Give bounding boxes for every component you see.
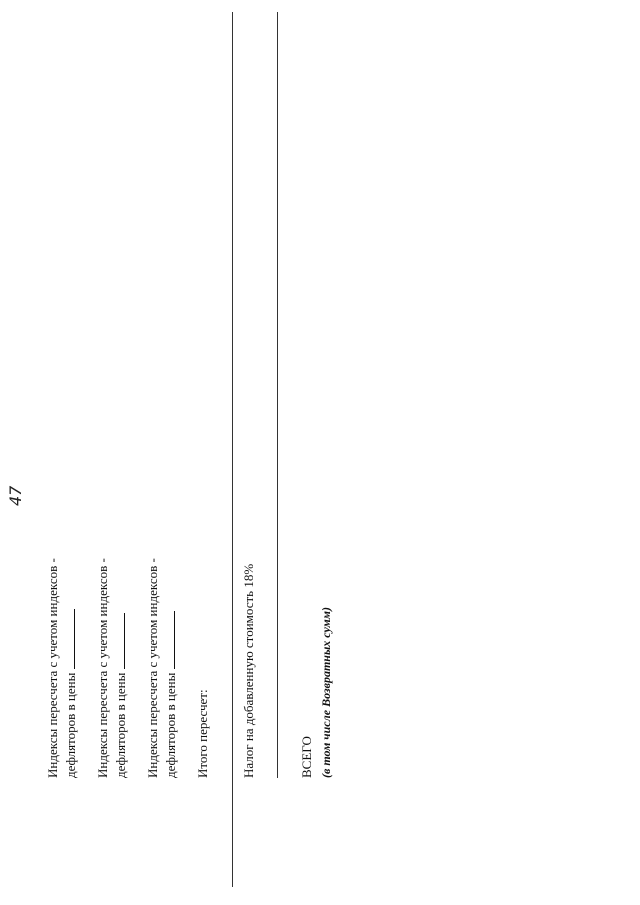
vat-line	[240, 564, 257, 778]
deflator-text-1: дефляторов в цены	[63, 672, 78, 778]
deflator-text-2: дефляторов в цены	[113, 672, 128, 778]
total-text: ВСЕГО	[299, 736, 314, 778]
deflator-line-2	[112, 613, 129, 778]
recalc-index-line-1	[44, 558, 61, 778]
total-recalc-text: Итого пересчет:	[195, 689, 210, 778]
vat-text: Налог на добавленную стоимость 18%	[241, 563, 256, 778]
recalc-index-text-2: Индексы пересчета с учетом индексов -	[95, 558, 110, 778]
fill-blank-3	[174, 611, 175, 669]
recalc-index-line-2	[94, 558, 111, 778]
deflator-text-3: дефляторов в цены	[163, 672, 178, 778]
recalc-index-line-3	[144, 558, 161, 778]
total-recalc-line	[194, 689, 211, 778]
deflator-line-1	[62, 609, 79, 778]
total-note-text: (в том числе Возвратных сумм)	[319, 607, 333, 778]
total-note-line	[318, 607, 335, 778]
fill-blank-1	[74, 609, 75, 669]
deflator-line-3	[162, 611, 179, 778]
vertical-rule-left	[232, 12, 233, 887]
rule-end	[277, 777, 278, 778]
recalc-index-text-1: Индексы пересчета с учетом индексов -	[45, 558, 60, 778]
page-number: 47	[6, 485, 25, 506]
fill-blank-2	[124, 613, 125, 669]
total-line	[298, 736, 315, 778]
vertical-rule-right	[277, 12, 278, 777]
recalc-index-text-3: Индексы пересчета с учетом индексов -	[145, 558, 160, 778]
